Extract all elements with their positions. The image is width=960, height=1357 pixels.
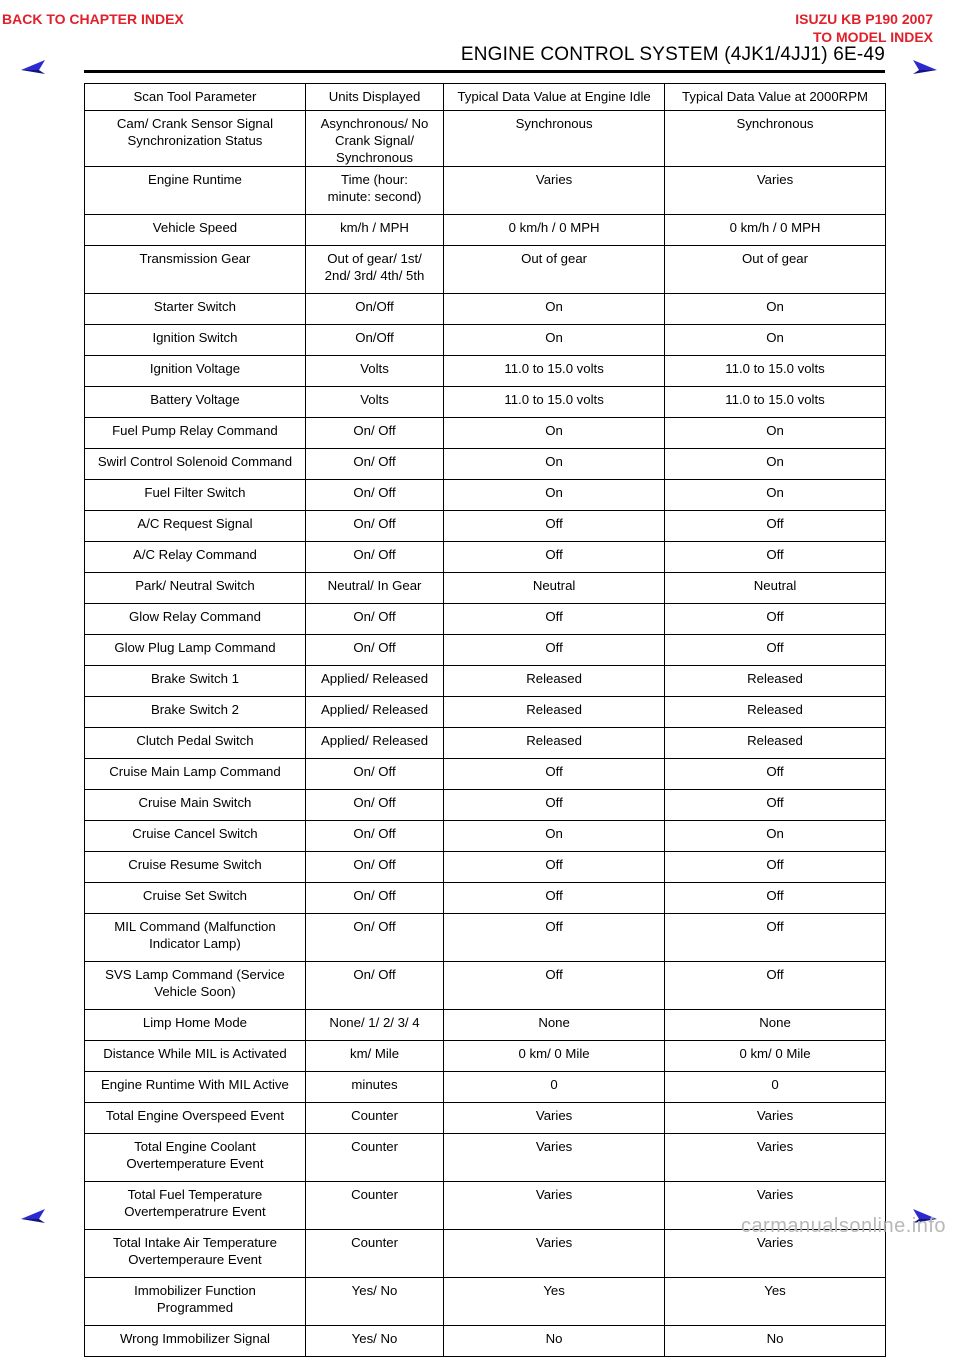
rpm2000-value-cell: Off <box>665 511 886 542</box>
units-cell: Counter <box>305 1182 443 1230</box>
parameter-cell: Fuel Pump Relay Command <box>85 418 306 449</box>
table-row <box>85 1103 886 1134</box>
idle-value-cell: On <box>444 325 665 356</box>
rpm2000-value-cell: Released <box>665 666 886 697</box>
table-row <box>85 167 886 215</box>
units-cell: Asynchronous/ No Crank Signal/ Synchronous <box>305 111 443 167</box>
parameter-cell: Brake Switch 2 <box>85 697 306 728</box>
parameter-cell: Wrong Immobilizer Signal <box>85 1326 306 1357</box>
units-cell: On/ Off <box>305 962 443 1010</box>
rpm2000-value-cell: Neutral <box>665 573 886 604</box>
idle-value-cell: Out of gear <box>444 246 665 294</box>
rpm2000-value-cell: Off <box>665 962 886 1010</box>
table-row <box>85 914 886 962</box>
units-cell: On/ Off <box>305 759 443 790</box>
rpm2000-value-cell: Synchronous <box>665 111 886 167</box>
idle-value-cell: Off <box>444 790 665 821</box>
table-row <box>85 573 886 604</box>
rpm2000-value-cell: Varies <box>665 1230 886 1278</box>
units-cell: On/ Off <box>305 511 443 542</box>
idle-value-cell: 11.0 to 15.0 volts <box>444 356 665 387</box>
idle-value-cell: On <box>444 821 665 852</box>
table-row <box>85 418 886 449</box>
parameter-cell: Park/ Neutral Switch <box>85 573 306 604</box>
header-value-2000rpm: Typical Data Value at 2000RPM <box>665 84 886 111</box>
rpm2000-value-cell: Released <box>665 697 886 728</box>
units-cell: On/ Off <box>305 480 443 511</box>
idle-value-cell: Off <box>444 883 665 914</box>
parameter-cell: Swirl Control Solenoid Command <box>85 449 306 480</box>
units-cell: On/ Off <box>305 821 443 852</box>
parameter-cell: Total Fuel Temperature Overtemperatrure Event <box>85 1182 306 1230</box>
header-units-displayed: Units Displayed <box>305 84 443 111</box>
idle-value-cell: Neutral <box>444 573 665 604</box>
table-row <box>85 356 886 387</box>
idle-value-cell: Released <box>444 666 665 697</box>
idle-value-cell: On <box>444 294 665 325</box>
table-row <box>85 852 886 883</box>
rpm2000-value-cell: Released <box>665 728 886 759</box>
to-model-index-link[interactable]: TO MODEL INDEX <box>812 29 933 45</box>
idle-value-cell: Varies <box>444 1134 665 1182</box>
table-row <box>85 449 886 480</box>
units-cell: Counter <box>305 1134 443 1182</box>
parameter-cell: Starter Switch <box>85 294 306 325</box>
table-row <box>85 325 886 356</box>
header-rule <box>84 70 885 73</box>
units-cell: None/ 1/ 2/ 3/ 4 <box>305 1010 443 1041</box>
units-cell: On/ Off <box>305 542 443 573</box>
units-cell: Volts <box>305 356 443 387</box>
table-row <box>85 759 886 790</box>
table-row <box>85 111 886 167</box>
parameter-cell: Cruise Cancel Switch <box>85 821 306 852</box>
table-row <box>85 215 886 246</box>
parameter-cell: Cruise Main Switch <box>85 790 306 821</box>
parameter-cell: Total Engine Coolant Overtemperature Event <box>85 1134 306 1182</box>
rpm2000-value-cell: Off <box>665 914 886 962</box>
table-row <box>85 542 886 573</box>
table-row <box>85 1326 886 1357</box>
table-row <box>85 246 886 294</box>
rpm2000-value-cell: Out of gear <box>665 246 886 294</box>
table-row <box>85 1010 886 1041</box>
units-cell: On/ Off <box>305 914 443 962</box>
units-cell: Out of gear/ 1st/ 2nd/ 3rd/ 4th/ 5th <box>305 246 443 294</box>
rpm2000-value-cell: 0 km/ 0 Mile <box>665 1041 886 1072</box>
idle-value-cell: On <box>444 449 665 480</box>
units-cell: Applied/ Released <box>305 666 443 697</box>
units-cell: Yes/ No <box>305 1278 443 1326</box>
idle-value-cell: Off <box>444 542 665 573</box>
rpm2000-value-cell: Off <box>665 542 886 573</box>
units-cell: Counter <box>305 1230 443 1278</box>
idle-value-cell: Off <box>444 635 665 666</box>
idle-value-cell: Off <box>444 852 665 883</box>
rpm2000-value-cell: Varies <box>665 1134 886 1182</box>
watermark: carmanualsonline.info <box>740 1215 946 1237</box>
units-cell: km/ Mile <box>305 1041 443 1072</box>
parameter-cell: Immobilizer Function Programmed <box>85 1278 306 1326</box>
parameter-cell: Engine Runtime With MIL Active <box>85 1072 306 1103</box>
idle-value-cell: Off <box>444 604 665 635</box>
parameter-cell: Total Engine Overspeed Event <box>85 1103 306 1134</box>
units-cell: minutes <box>305 1072 443 1103</box>
rpm2000-value-cell: Off <box>665 604 886 635</box>
parameter-cell: Cruise Resume Switch <box>85 852 306 883</box>
units-cell: Volts <box>305 387 443 418</box>
table-row <box>85 604 886 635</box>
parameter-cell: Ignition Switch <box>85 325 306 356</box>
units-cell: Neutral/ In Gear <box>305 573 443 604</box>
idle-value-cell: None <box>444 1010 665 1041</box>
table-row <box>85 387 886 418</box>
units-cell: On/ Off <box>305 790 443 821</box>
rpm2000-value-cell: On <box>665 294 886 325</box>
idle-value-cell: On <box>444 418 665 449</box>
units-cell: On/Off <box>305 325 443 356</box>
table-row <box>85 883 886 914</box>
idle-value-cell: No <box>444 1326 665 1357</box>
idle-value-cell: Yes <box>444 1278 665 1326</box>
rpm2000-value-cell: Varies <box>665 167 886 215</box>
parameter-cell: Brake Switch 1 <box>85 666 306 697</box>
rpm2000-value-cell: 11.0 to 15.0 volts <box>665 387 886 418</box>
idle-value-cell: Off <box>444 759 665 790</box>
idle-value-cell: Synchronous <box>444 111 665 167</box>
previous-page-arrow-bottom-icon[interactable] <box>19 1206 47 1226</box>
table-row <box>85 1072 886 1103</box>
model-title-link[interactable]: ISUZU KB P190 2007 <box>795 11 933 27</box>
parameter-cell: Engine Runtime <box>85 167 306 215</box>
parameter-cell: A/C Request Signal <box>85 511 306 542</box>
rpm2000-value-cell: None <box>665 1010 886 1041</box>
table-row <box>85 666 886 697</box>
table-row <box>85 1041 886 1072</box>
idle-value-cell: 0 <box>444 1072 665 1103</box>
rpm2000-value-cell: No <box>665 1326 886 1357</box>
table-row <box>85 697 886 728</box>
table-row <box>85 821 886 852</box>
rpm2000-value-cell: Off <box>665 790 886 821</box>
idle-value-cell: 0 km/ 0 Mile <box>444 1041 665 1072</box>
rpm2000-value-cell: On <box>665 325 886 356</box>
idle-value-cell: Off <box>444 914 665 962</box>
units-cell: On/ Off <box>305 635 443 666</box>
idle-value-cell: Varies <box>444 1182 665 1230</box>
rpm2000-value-cell: Off <box>665 852 886 883</box>
units-cell: On/Off <box>305 294 443 325</box>
parameter-cell: Transmission Gear <box>85 246 306 294</box>
rpm2000-value-cell: Off <box>665 883 886 914</box>
parameter-cell: SVS Lamp Command (Service Vehicle Soon) <box>85 962 306 1010</box>
page-header: ENGINE CONTROL SYSTEM (4JK1/4JJ1) 6E-49 <box>460 44 885 65</box>
parameter-cell: Glow Plug Lamp Command <box>85 635 306 666</box>
table-row <box>85 728 886 759</box>
parameter-cell: Ignition Voltage <box>85 356 306 387</box>
parameter-cell: Fuel Filter Switch <box>85 480 306 511</box>
units-cell: On/ Off <box>305 883 443 914</box>
parameter-cell: Glow Relay Command <box>85 604 306 635</box>
rpm2000-value-cell: Varies <box>665 1103 886 1134</box>
idle-value-cell: Released <box>444 728 665 759</box>
idle-value-cell: 0 km/h / 0 MPH <box>444 215 665 246</box>
units-cell: On/ Off <box>305 449 443 480</box>
table-row <box>85 635 886 666</box>
idle-value-cell: On <box>444 480 665 511</box>
idle-value-cell: Released <box>444 697 665 728</box>
units-cell: On/ Off <box>305 604 443 635</box>
table-row <box>85 962 886 1010</box>
table-row <box>85 1278 886 1326</box>
idle-value-cell: 11.0 to 15.0 volts <box>444 387 665 418</box>
idle-value-cell: Varies <box>444 1103 665 1134</box>
rpm2000-value-cell: Yes <box>665 1278 886 1326</box>
rpm2000-value-cell: On <box>665 449 886 480</box>
parameter-cell: Cruise Main Lamp Command <box>85 759 306 790</box>
back-to-chapter-index-link[interactable]: BACK TO CHAPTER INDEX <box>2 11 184 27</box>
rpm2000-value-cell: On <box>665 480 886 511</box>
rpm2000-value-cell: On <box>665 418 886 449</box>
table-row <box>85 790 886 821</box>
header-scan-tool-parameter: Scan Tool Parameter <box>85 84 306 111</box>
units-cell: Applied/ Released <box>305 728 443 759</box>
rpm2000-value-cell: 0 km/h / 0 MPH <box>665 215 886 246</box>
units-cell: Time (hour: minute: second) <box>305 167 443 215</box>
parameter-cell: Vehicle Speed <box>85 215 306 246</box>
scan-tool-data-table <box>84 83 886 1357</box>
units-cell: km/h / MPH <box>305 215 443 246</box>
units-cell: Yes/ No <box>305 1326 443 1357</box>
parameter-cell: Total Intake Air Temperature Overtemperaure Event <box>85 1230 306 1278</box>
parameter-cell: Limp Home Mode <box>85 1010 306 1041</box>
idle-value-cell: Off <box>444 962 665 1010</box>
table-row <box>85 480 886 511</box>
rpm2000-value-cell: Off <box>665 635 886 666</box>
rpm2000-value-cell: Varies <box>665 1182 886 1230</box>
parameter-cell: Cam/ Crank Sensor Signal Synchronization Status <box>85 111 306 167</box>
header-value-engine-idle: Typical Data Value at Engine Idle <box>444 84 665 111</box>
rpm2000-value-cell: On <box>665 821 886 852</box>
rpm2000-value-cell: Off <box>665 759 886 790</box>
table-row <box>85 1134 886 1182</box>
units-cell: Counter <box>305 1103 443 1134</box>
parameter-cell: Battery Voltage <box>85 387 306 418</box>
rpm2000-value-cell: 0 <box>665 1072 886 1103</box>
table-row <box>85 294 886 325</box>
units-cell: On/ Off <box>305 418 443 449</box>
previous-page-arrow-icon[interactable] <box>19 57 47 77</box>
units-cell: On/ Off <box>305 852 443 883</box>
idle-value-cell: Off <box>444 511 665 542</box>
next-page-arrow-icon[interactable] <box>911 57 939 77</box>
parameter-cell: Clutch Pedal Switch <box>85 728 306 759</box>
parameter-cell: Distance While MIL is Activated <box>85 1041 306 1072</box>
idle-value-cell: Varies <box>444 1230 665 1278</box>
table-header-row <box>85 84 886 111</box>
parameter-cell: Cruise Set Switch <box>85 883 306 914</box>
table-row <box>85 511 886 542</box>
units-cell: Applied/ Released <box>305 697 443 728</box>
rpm2000-value-cell: 11.0 to 15.0 volts <box>665 356 886 387</box>
idle-value-cell: Varies <box>444 167 665 215</box>
parameter-cell: A/C Relay Command <box>85 542 306 573</box>
parameter-cell: MIL Command (Malfunction Indicator Lamp) <box>85 914 306 962</box>
